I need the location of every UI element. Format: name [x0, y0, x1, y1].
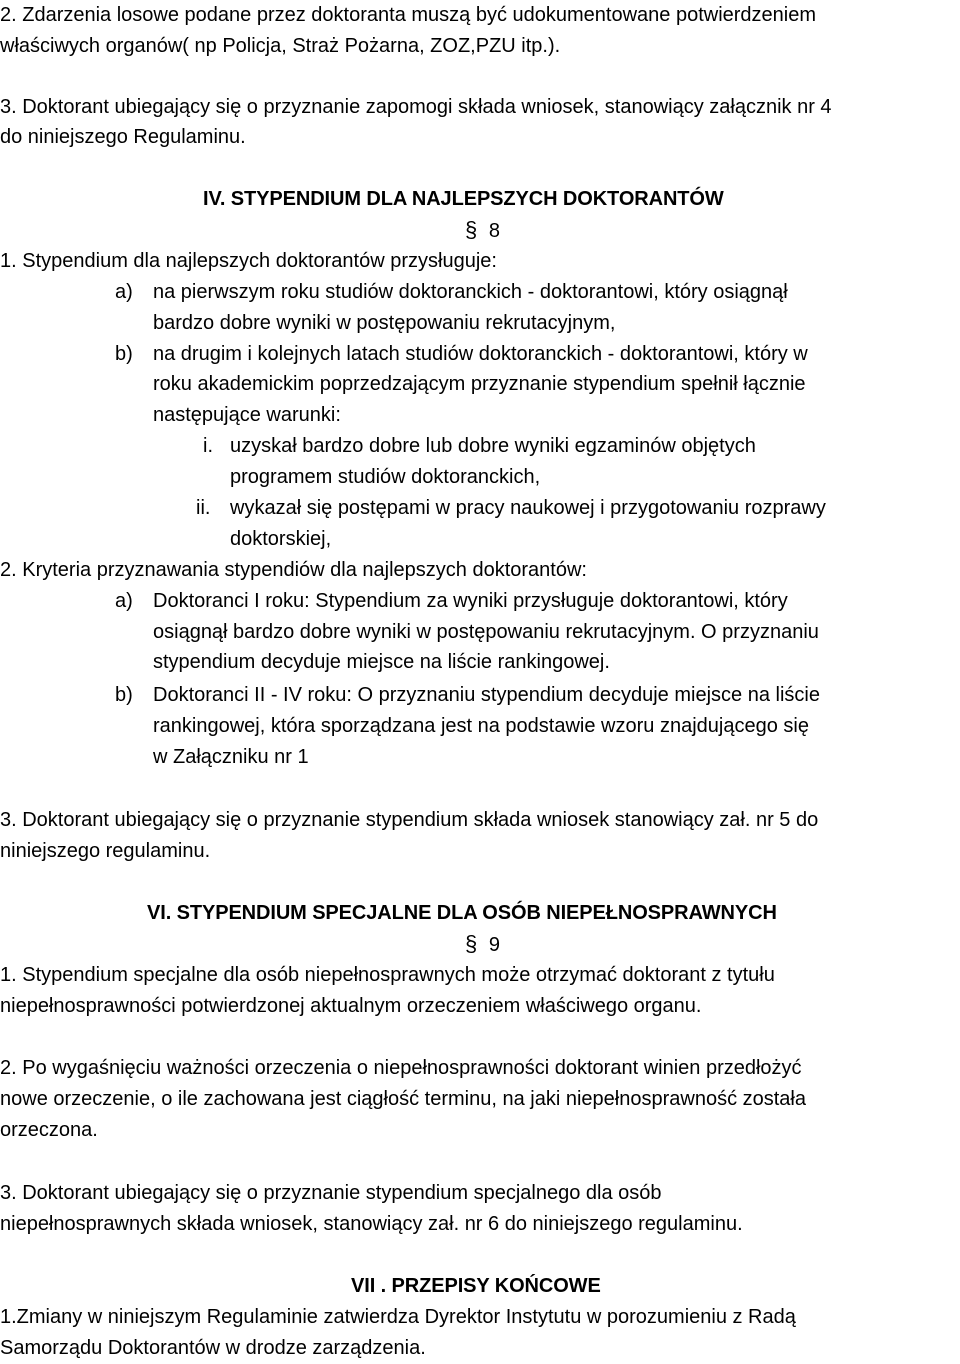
section-iv-p1-a-line-2: bardzo dobre wyniki w postępowaniu rekrutacyjnym,: [153, 312, 616, 334]
section-iv-p1-b-i-line-2: programem studiów doktoranckich,: [230, 466, 541, 488]
section-iv-p1-intro: 1. Stypendium dla najlepszych doktorantów przysługuje:: [0, 250, 497, 272]
prev-paragraph-2-line-2: właściwych organów( np Policja, Straż Pożarna, ZOZ,PZU itp.).: [0, 35, 561, 57]
section-iv-p2-a-line-1: Doktoranci I roku: Stypendium za wyniki przysługuje doktorantowi, który: [153, 590, 788, 612]
section-vi-p2-line-3: orzeczona.: [0, 1119, 98, 1141]
section-vi-p2-line-2: nowe orzeczenie, o ile zachowana jest ciągłość terminu, na jaki niepełnosprawność została: [0, 1088, 806, 1110]
section-iv-p2-b-marker: b): [115, 684, 133, 706]
section-iv-p1-b-line-2: roku akademickim poprzedzającym przyznanie stypendium spełnił łącznie: [153, 373, 806, 395]
prev-paragraph-2-line-1: 2. Zdarzenia losowe podane przez doktoranta muszą być udokumentowane potwierdzeniem: [0, 4, 817, 26]
section-iv-p1-b-marker: b): [115, 343, 133, 365]
section-iv-p1-a-marker: a): [115, 281, 133, 303]
section-vi-p1-line-1: 1. Stypendium specjalne dla osób niepełnosprawnych może otrzymać doktorant z tytułu: [0, 964, 775, 986]
section-iv-p2-b-line-1: Doktoranci II - IV roku: O przyznaniu stypendium decyduje miejsce na liście: [153, 684, 820, 706]
paragraph-symbol: §: [465, 931, 478, 956]
section-iv-title: IV. STYPENDIUM DLA NAJLEPSZYCH DOKTORANTÓW: [203, 188, 724, 210]
section-iv-p2-a-line-3: stypendium decyduje miejsce na liście rankingowej.: [153, 651, 610, 673]
section-iv-p3-line-2: niniejszego regulaminu.: [0, 840, 211, 862]
section-iv-p1-b-i-line-1: uzyskał bardzo dobre lub dobre wyniki egzaminów objętych: [230, 435, 756, 457]
section-vi-title: VI. STYPENDIUM SPECJALNE DLA OSÓB NIEPEŁNOSPRAWNYCH: [147, 902, 777, 924]
section-iv-p1-b-ii-line-2: doktorskiej,: [230, 528, 332, 550]
section-iv-p2-a-marker: a): [115, 590, 133, 612]
section-iv-p2-b-line-2: rankingowej, która sporządzana jest na podstawie wzoru znajdującego się: [153, 715, 809, 737]
section-iv-p2-intro: 2. Kryteria przyznawania stypendiów dla najlepszych doktorantów:: [0, 559, 587, 581]
section-iv-p1-a-line-1: na pierwszym roku studiów doktoranckich - doktorantowi, który osiągnął: [153, 281, 788, 303]
section-iv-p2-a-line-2: osiągnął bardzo dobre wyniki w postępowaniu rekrutacyjnym. O przyznaniu: [153, 621, 819, 643]
section-vi-p3-line-2: niepełnosprawnych składa wniosek, stanowiący zał. nr 6 do niniejszego regulaminu.: [0, 1213, 743, 1235]
section-vii-title: VII . PRZEPISY KOŃCOWE: [351, 1275, 601, 1297]
section-iv-p3-line-1: 3. Doktorant ubiegający się o przyznanie stypendium składa wniosek stanowiący zał. nr 5 do: [0, 809, 819, 831]
section-iv-p1-b-ii-marker: ii.: [196, 497, 211, 519]
section-iv-p1-b-i-marker: i.: [203, 435, 213, 457]
prev-paragraph-3-line-2: do niniejszego Regulaminu.: [0, 126, 246, 148]
section-iv-p1-b-ii-line-1: wykazał się postępami w pracy naukowej i przygotowaniu rozprawy: [230, 497, 826, 519]
section-vi-p1-line-2: niepełnosprawności potwierdzonej aktualnym orzeczeniem właściwego organu.: [0, 995, 702, 1017]
paragraph-number: 9: [488, 934, 500, 956]
section-vi-p3-line-1: 3. Doktorant ubiegający się o przyznanie stypendium specjalnego dla osób: [0, 1182, 662, 1204]
paragraph-symbol: §: [465, 217, 478, 242]
prev-paragraph-3-line-1: 3. Doktorant ubiegający się o przyznanie zapomogi składa wniosek, stanowiący załącznik nr 4: [0, 96, 832, 118]
section-vii-p1-line-1: 1.Zmiany w niniejszym Regulaminie zatwierdza Dyrektor Instytutu w porozumieniu z Radą: [0, 1306, 796, 1328]
section-iv-p1-b-line-3: następujące warunki:: [153, 404, 341, 426]
section-vii-p1-line-2: Samorządu Doktorantów w drodze zarządzenia.: [0, 1337, 426, 1359]
section-iv-paragraph-mark: [465, 215, 500, 247]
section-vi-paragraph-mark: [465, 929, 500, 961]
section-vi-p2-line-1: 2. Po wygaśnięciu ważności orzeczenia o niepełnosprawności doktorant winien przedłożyć: [0, 1057, 802, 1079]
section-iv-p2-b-line-3: w Załączniku nr 1: [153, 746, 309, 768]
section-iv-p1-b-line-1: na drugim i kolejnych latach studiów doktoranckich - doktorantowi, który w: [153, 343, 808, 365]
paragraph-number: 8: [488, 220, 500, 242]
